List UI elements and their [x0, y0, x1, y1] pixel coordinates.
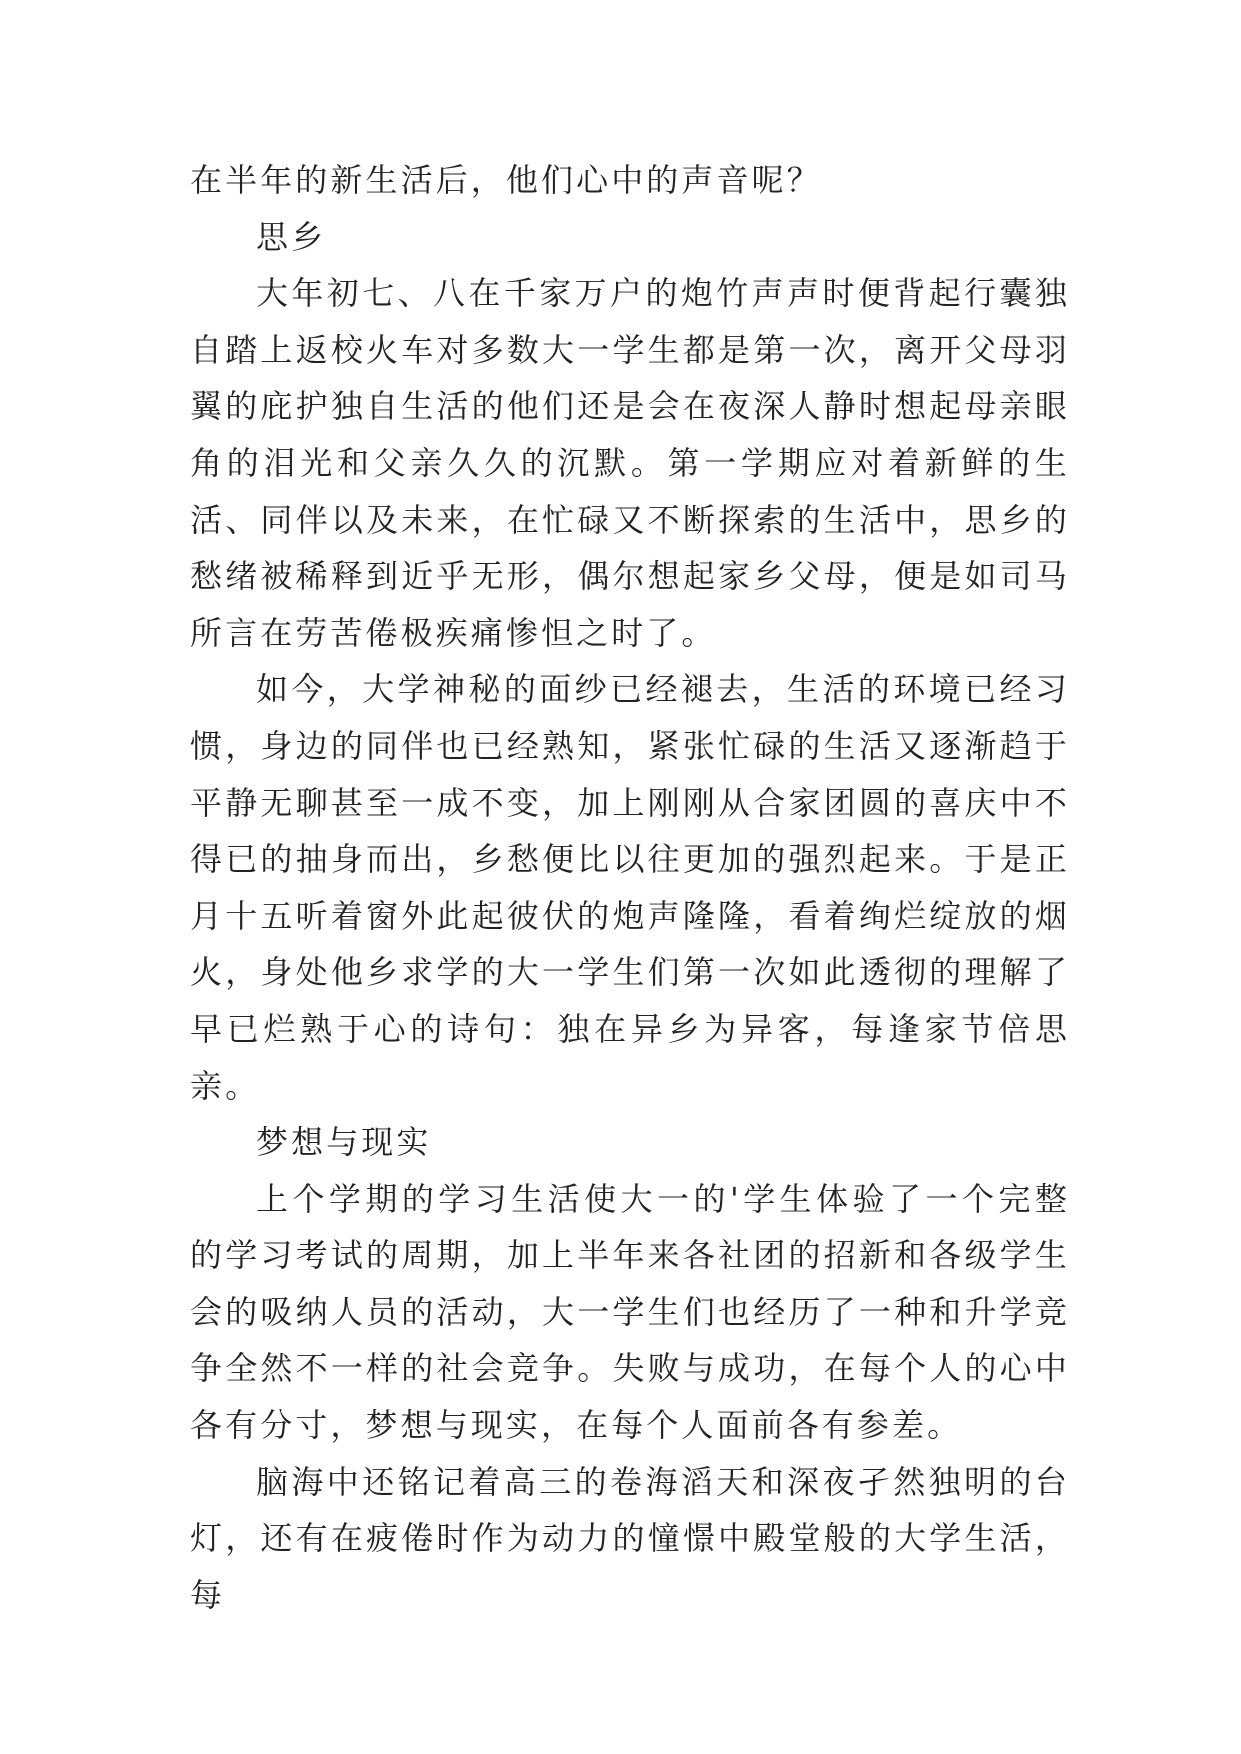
paragraph-homesickness-2: 如今，大学神秘的面纱已经褪去，生活的环境已经习惯，身边的同伴也已经熟知，紧张忙碌的生活又逐渐趋于平静无聊甚至一成不变，加上刚刚从合家团圆的喜庆中不得已的抽身而出，乡愁便比以往更加的强烈起来。于是正月十五听着窗外此起彼伏的炮声隆隆，看着绚烂绽放的烟火，身处他乡求学的大一学生们第一次如此透彻的理解了早已烂熟于心的诗句：独在异乡为异客，每逢家节倍思亲。 — [190, 670, 1070, 1105]
paragraph-homesickness-1: 大年初七、八在千家万户的炮竹声声时便背起行囊独自踏上返校火车对多数大一学生都是第一次，离开父母羽翼的庇护独自生活的他们还是会在夜深人静时想起母亲眼角的泪光和父亲久久的沉默。第一学期应对着新鲜的生活、同伴以及未来，在忙碌又不断探索的生活中，思乡的愁绪被稀释到近乎无形，偶尔想起家乡父母，便是如司马所言在劳苦倦极疾痛惨怛之时了。 — [190, 274, 1070, 652]
section-heading-dream-reality: 梦想与现实 — [256, 1123, 432, 1162]
paragraph-intro-continuation: 在半年的新生活后，他们心中的声音呢？ — [190, 161, 822, 199]
paragraph-dream-reality-2: 脑海中还铭记着高三的卷海滔天和深夜孑然独明的台灯，还有在疲倦时作为动力的憧憬中殿堂般的大学生活，每 — [190, 1462, 1070, 1614]
document-body — [190, 152, 1070, 1623]
paragraph-dream-reality-1: 上个学期的学习生活使大一的'学生体验了一个完整的学习考试的周期，加上半年来各社团的招新和各级学生会的吸纳人员的活动，大一学生们也经历了一种和升学竞争全然不一样的社会竞争。失败与成功，在每个人的心中各有分寸，梦想与现实，在每个人面前各有参差。 — [190, 1179, 1070, 1445]
section-heading-homesickness: 思乡 — [256, 217, 327, 256]
